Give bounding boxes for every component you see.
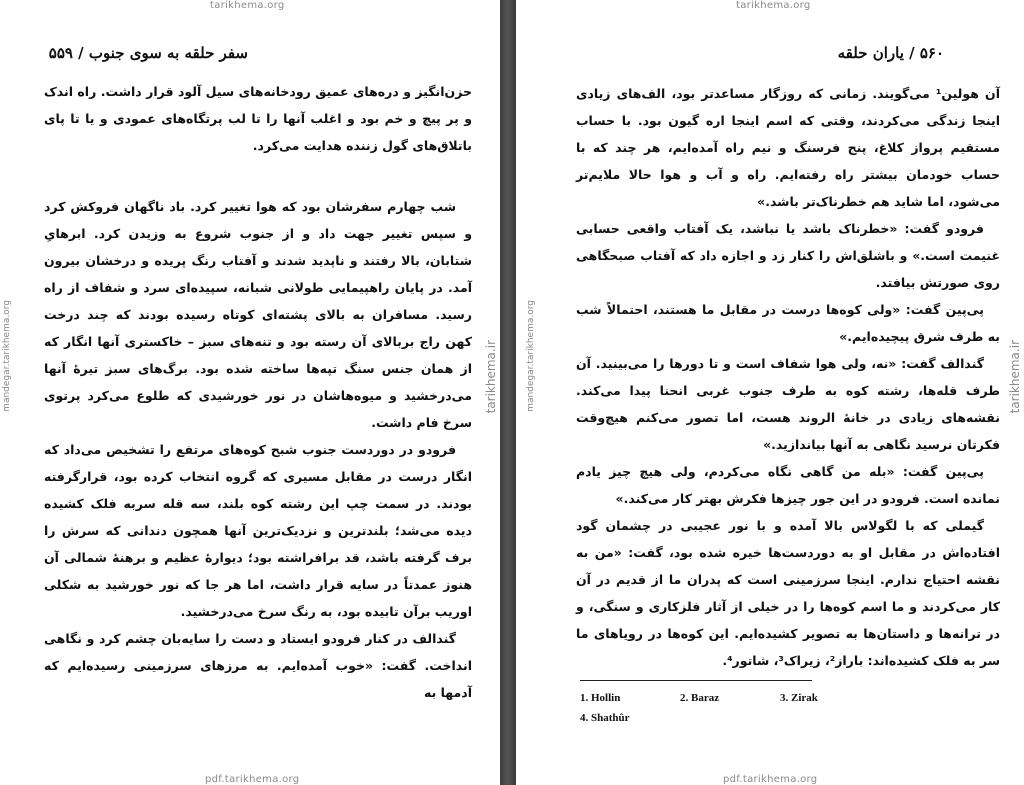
page-gutter	[500, 0, 516, 785]
footnote: 3. Zirak	[780, 692, 818, 704]
footnote-row	[580, 708, 880, 728]
side-watermark-tarikhema-ir: tarikhema.ir	[484, 340, 498, 414]
paragraph: فرودو گفت: «خطرناک باشد یا نباشد، یک آفتاب واقعی حسابی غنیمت است.» و باشلق‌اش را کنار زد و اجازه داد که آفتاب صبحگاهی روی صورتش بیافتد.	[576, 221, 1000, 290]
paragraph: گندالف گفت: «نه، ولی هوا شفاف است و تا دورها را می‌بینید. آن طرف قله‌ها، رشته کوه به طرف جنوب غربی انحنا پیدا می‌کند. نقشه‌های زیادی در خانهٔ الروند هست، اما تصور می‌کنم هیچ‌وقت فکرتان نرسید نگاهی به آنها بیاندازید.»	[576, 356, 1000, 452]
paragraph: پی‌پین گفت: «بله من گاهی نگاه می‌کردم، ولی هیچ چیز یادم نمانده است. فرودو در این جور چیزها فکرش بهتر کار می‌کند.»	[576, 464, 1000, 506]
footnote-row	[580, 688, 880, 708]
paragraph: گندالف در کنار فرودو ایستاد و دست را سایه‌بان چشم کرد و نگاهی انداخت. گفت: «خوب آمده‌ایم. به مرزهای سرزمینی رسیده‌ایم که آدمها به	[44, 631, 472, 700]
body-text	[576, 80, 1000, 674]
side-watermark-mandegar: mandegar.tarikhema.org	[526, 300, 536, 412]
body-text	[44, 78, 472, 706]
paragraph: شب چهارم سفرشان بود که هوا تغییر کرد. باد ناگهان فروکش کرد و سپس تغییر جهت داد و از جنوب شروع به وزیدن کرد. ابرهایِ شتابان، بالا رفتند و ناپدید شدند و آفتاب رنگ پریده و درخشان بیرون آمد. در پایان راهپیمایی طولانی شبانه، سپیده‌ای سرد و شفاف از راه رسید. مسافران به بالای پشته‌ای کوتاه رسیده بودند که چند درخت کهن راج بربالای آن رسته بود و تنه‌های سبز – خاکستری آنها انگار که از همان جنس سنگ تپه‌ها ساخته شده بود. برگ‌های سبز تیرهٔ آنها می‌درخشید و میوه‌هاشان در نور خورشیدی که طلوع می‌کرد پرتوی سرخ فام داشت.	[44, 199, 472, 430]
top-watermark: tarikhema.org	[736, 0, 811, 11]
paragraph: فرودو در دوردست جنوب شبح کوه‌های مرتفع را تشخیص می‌داد که انگار درست در مقابل مسیری که گروه انتخاب کرده بود، قرارگرفته بودند. در سمت چپ این رشته کوه بلند، سه قله سربه فلک کشیده دیده می‌شد؛ بلندترین و نزدیک‌ترین آنها همچون دندانی که سرش را برف گرفته باشد، قد برافراشته بود؛ دیوارهٔ عظیم و برهنهٔ شمالی آن هنوز عمدتاً در سایه قرار داشت، اما هر جا که نور خورشید به شکلی اوریب برآن تابیده بود، به رنگ سرخ می‌درخشید.	[44, 442, 472, 619]
footnote-rule	[580, 680, 812, 681]
footnote: 4. Shathûr	[580, 712, 630, 724]
side-watermark-tarikhema-ir: tarikhema.ir	[1008, 340, 1022, 414]
right-page	[516, 0, 1024, 785]
side-watermark-mandegar: mandegar.tarikhema.org	[2, 300, 12, 412]
bottom-watermark: pdf.tarikhema.org	[723, 774, 818, 785]
paragraph: آن هولین¹ می‌گویند. زمانی که روزگار مساعدتر بود، الف‌های زیادی اینجا زندگی می‌کردند، وقتی که اسم اینجا اره گیون بود. با حساب مستقیم پرواز کلاغ، پنج فرسنگ و نیم راه آمده‌ایم، هر چند که با حساب خودمان بیشتر راه رفته‌ایم. راه و آب و هوا حالا ملایم‌تر می‌شود، اما شاید هم خطرناک‌تر باشد.»	[576, 86, 1000, 209]
footnote: 1. Hollin	[580, 692, 621, 704]
left-page	[0, 0, 500, 785]
footnotes	[580, 688, 880, 728]
paragraph: حزن‌انگیز و دره‌های عمیق رودخانه‌های سیل آلود قرار داشت. راه اندک و پر پیچ و خم بود و اغلب آنها را تا لب پرتگاه‌های عمودی و یا تا پای باتلاق‌های گول زننده هدایت می‌کرد.	[44, 84, 472, 153]
paragraph: گیملی که با لگولاس بالا آمده و با نور عجیبی در چشمان گود افتاده‌اش در مقابل او به دوردست‌ها خیره شده بود، گفت: «من به نقشه احتیاج ندارم. اینجا سرزمینی است که پدران ما از قدیم در آن کار می‌کردند و ما اسم کوه‌ها را در خیلی از آثار فلزکاری و سنگی، و در ترانه‌ها و داستان‌ها به تصویر کشیده‌ایم. این کوه‌ها در رویاهای ما سر به فلک کشیده‌اند: باراز²، زیراک³، شاتور⁴.	[576, 518, 1000, 668]
paragraph: پی‌پین گفت: «ولی کوه‌ها درست در مقابل ما هستند، احتمالاً شب به طرف شرق پیچیده‌ایم.»	[576, 302, 1000, 344]
running-head: سفر حلقه به سوی جنوب / ۵۵۹	[48, 44, 248, 62]
top-watermark: tarikhema.org	[210, 0, 285, 11]
running-head: ۵۶۰ / یاران حلقه	[837, 44, 944, 62]
bottom-watermark: pdf.tarikhema.org	[205, 774, 300, 785]
footnote: 2. Baraz	[680, 692, 720, 704]
